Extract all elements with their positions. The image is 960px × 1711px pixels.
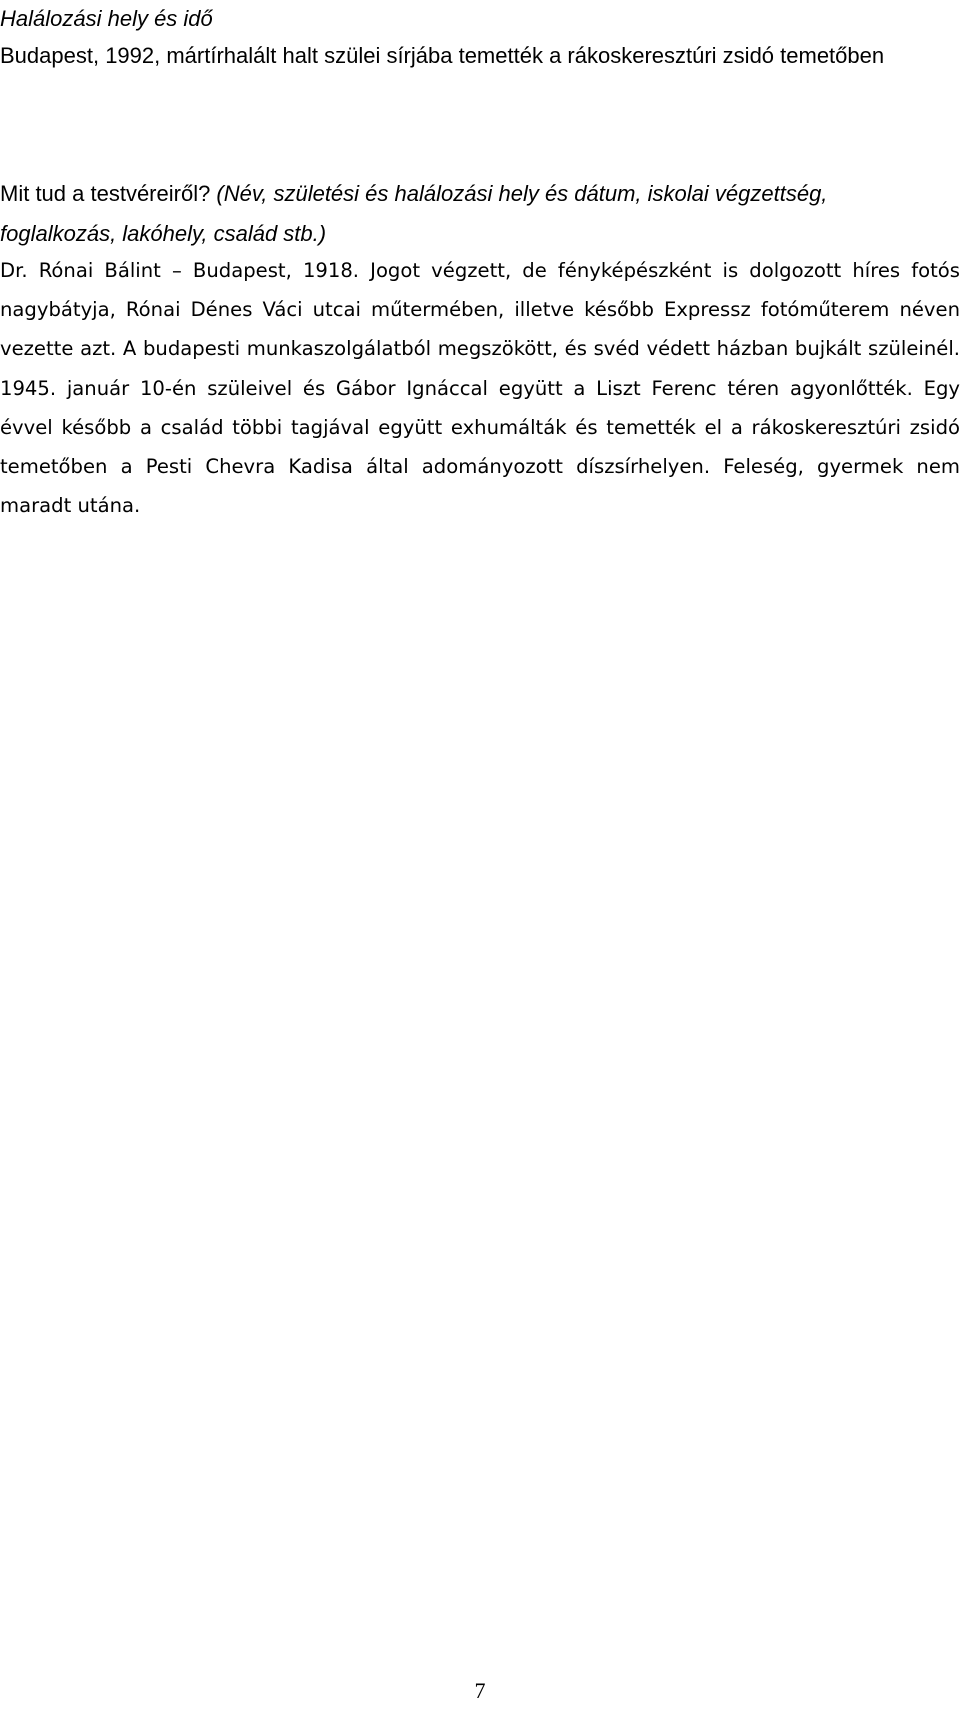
death-place-text: Budapest, 1992, mártírhalált halt szülei sírjába temették a rákoskeresztúri zsidó temetőben [0,43,885,68]
siblings-question [0,174,940,254]
sibling-answer-text: Dr. Rónai Bálint – Budapest, 1918. Jogot végzett, de fényképészként is dolgozott híres fotós nagybátyja, Rónai Dénes Váci utcai műtermében, illetve később Expressz fotóműterem néven vezette azt. A budapesti munkaszolgálatból megszökött, és svéd védett házban bujkált szüleinél. 1945. január 10-én szüleivel és Gábor Ignáccal együtt a Liszt Ferenc téren agyonlőtték. Egy évvel később a család többi tagjával együtt exhumálták és temették el a rákoskeresztúri zsidó temetőben a Pesti Chevra Kadisa által adományozott díszsírhelyen. Feleség, gyermek nem maradt utána. [0,259,960,518]
page-number: 7 [474,1678,486,1703]
death-place-heading: Halálozási hely és idő [0,6,213,31]
siblings-question-detail: (Név, születési és halálozási hely és dátum, iskolai végzettség, foglalkozás, lakóhely, család stb.) [0,181,828,246]
siblings-question-main: Mit tud a testvéreiről? [0,181,211,206]
